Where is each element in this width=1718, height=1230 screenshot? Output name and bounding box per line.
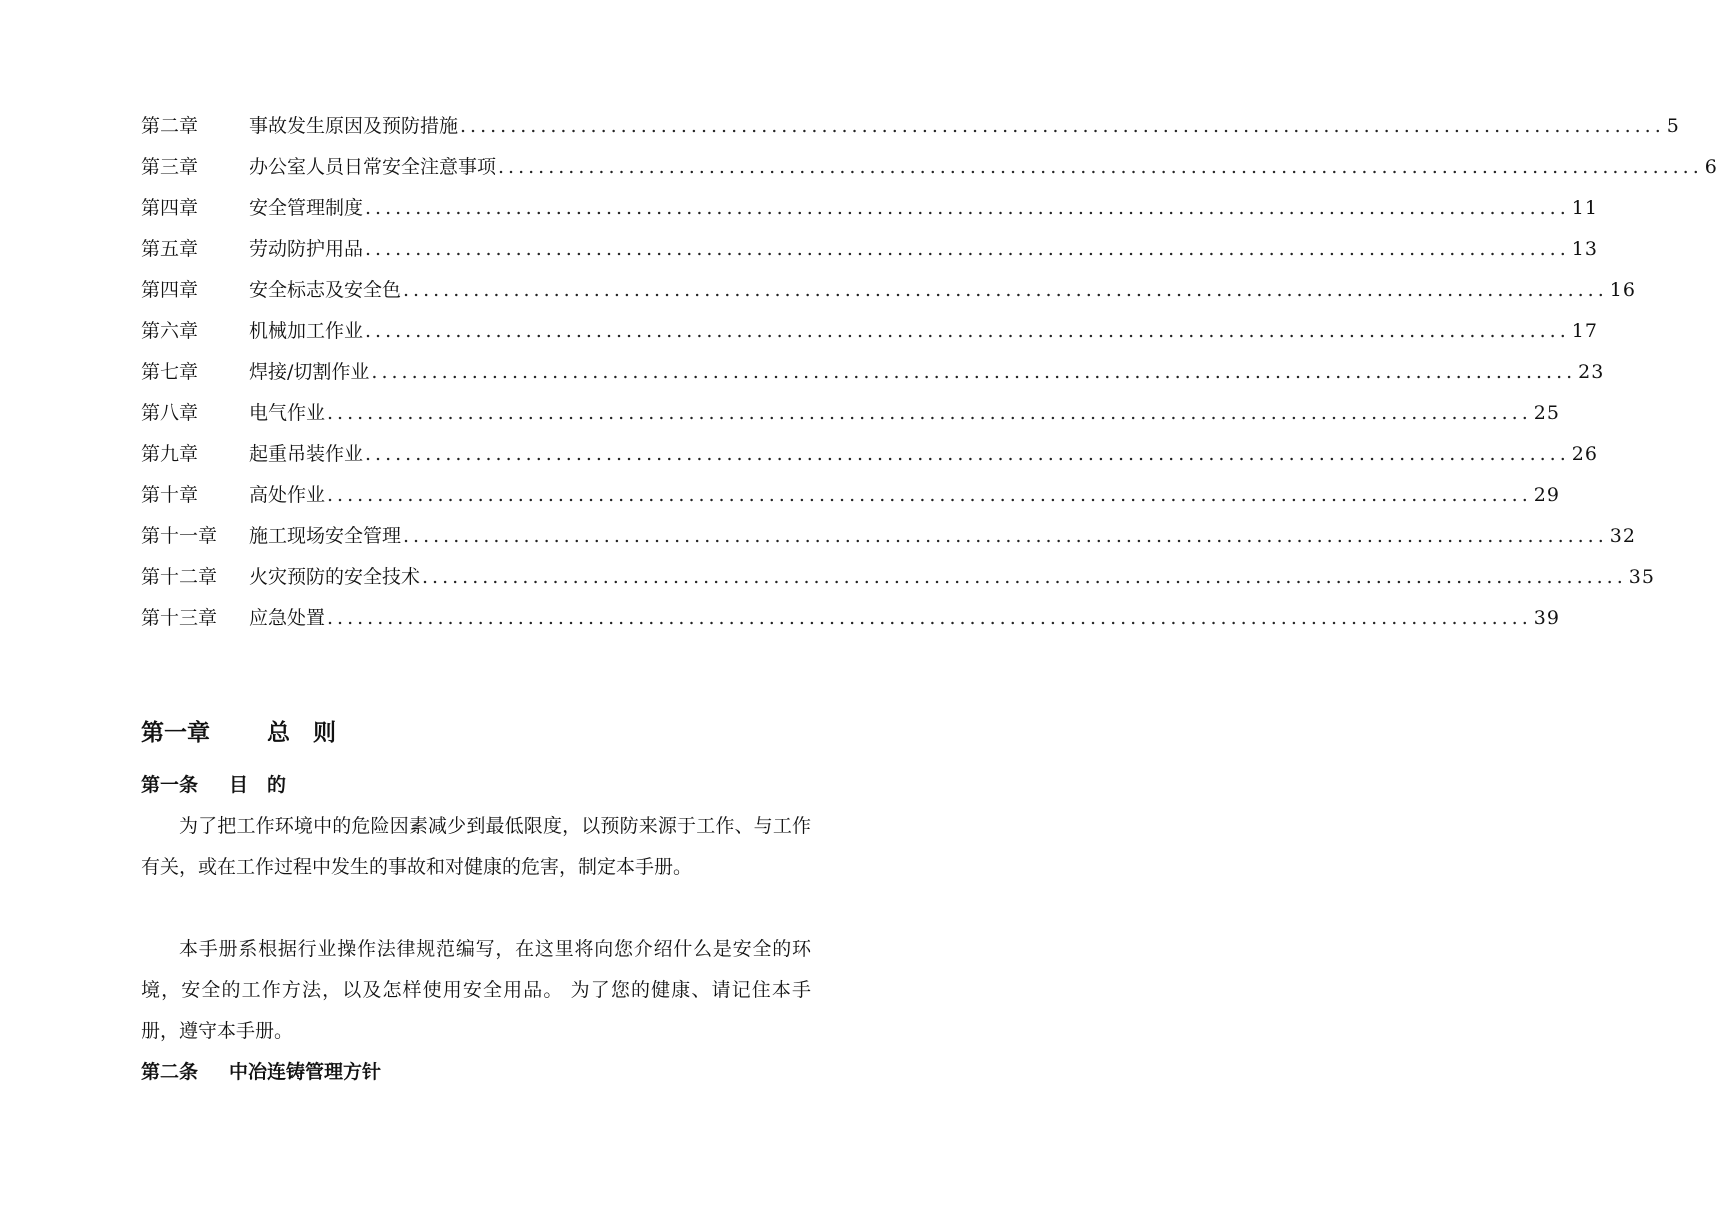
toc-chapter-number: 第十二章 xyxy=(141,566,218,588)
article-heading xyxy=(141,1055,381,1089)
toc-entry[interactable] xyxy=(141,352,1605,393)
toc-page-number: 11 xyxy=(1571,197,1598,219)
toc-page-number: 5 xyxy=(1666,115,1680,137)
toc-chapter-number: 第十三章 xyxy=(141,607,218,629)
toc-entry[interactable] xyxy=(141,106,1680,147)
toc-chapter-title: 电气作业 xyxy=(249,402,326,424)
article-heading xyxy=(141,768,286,802)
toc-entry[interactable] xyxy=(141,516,1636,557)
toc-entry[interactable] xyxy=(141,475,1560,516)
toc-chapter-number: 第九章 xyxy=(141,443,199,465)
toc-chapter-title: 安全管理制度 xyxy=(249,197,364,219)
toc-page-number: 17 xyxy=(1571,320,1598,342)
toc-chapter-number: 第十章 xyxy=(141,484,199,506)
toc-chapter-title: 火灾预防的安全技术 xyxy=(249,566,421,588)
toc-entry[interactable] xyxy=(141,188,1598,229)
toc-chapter-title: 办公室人员日常安全注意事项 xyxy=(249,156,497,178)
toc-entry[interactable] xyxy=(141,147,1718,188)
toc-chapter-title: 起重吊装作业 xyxy=(249,443,364,465)
toc-chapter-title: 高处作业 xyxy=(249,484,326,506)
body-paragraph: 本手册系根据行业操作法律规范编写，在这里将向您介绍什么是安全的环境，安全的工作方法，以及怎样使用安全用品。 为了您的健康、请记住本手册，遵守本手册。 xyxy=(141,938,811,1042)
toc-chapter-number: 第五章 xyxy=(141,238,199,260)
toc-entry[interactable] xyxy=(141,434,1598,475)
toc-page-number: 26 xyxy=(1571,443,1598,465)
toc-chapter-number: 第六章 xyxy=(141,320,199,342)
article-number: 第二条 xyxy=(141,1061,199,1083)
article-title: 中冶连铸管理方针 xyxy=(229,1061,382,1083)
toc-page-number: 13 xyxy=(1571,238,1598,260)
table-of-contents xyxy=(141,106,1718,639)
toc-page-number: 25 xyxy=(1533,402,1560,424)
toc-entry[interactable] xyxy=(141,229,1598,270)
toc-chapter-number: 第四章 xyxy=(141,197,199,219)
toc-leader-dots: ........................................................................................................................ xyxy=(371,361,1577,383)
toc-chapter-title: 施工现场安全管理 xyxy=(249,525,402,547)
toc-entry[interactable] xyxy=(141,270,1636,311)
toc-chapter-number: 第八章 xyxy=(141,402,199,424)
body-paragraph: 为了把工作环境中的危险因素减少到最低限度，以预防来源于工作、与工作有关，或在工作过程中发生的事故和对健康的危害，制定本手册。 xyxy=(141,815,811,878)
toc-chapter-number: 第十一章 xyxy=(141,525,218,547)
toc-entry[interactable] xyxy=(141,598,1560,639)
toc-chapter-title: 事故发生原因及预防措施 xyxy=(249,115,459,137)
toc-chapter-title: 焊接/切割作业 xyxy=(249,361,370,383)
toc-page-number: 39 xyxy=(1533,607,1560,629)
chapter-number: 第一章 xyxy=(141,720,210,746)
toc-chapter-title: 安全标志及安全色 xyxy=(249,279,402,301)
toc-leader-dots: ........................................................................................................................ xyxy=(403,525,1608,547)
article-number: 第一条 xyxy=(141,774,199,796)
toc-chapter-number: 第四章 xyxy=(141,279,199,301)
toc-leader-dots: ........................................................................................................................ xyxy=(365,443,1570,465)
toc-entry[interactable] xyxy=(141,311,1598,352)
toc-leader-dots: ........................................................................................................................ xyxy=(403,279,1608,301)
toc-leader-dots: ........................................................................................................................ xyxy=(365,320,1570,342)
toc-entry[interactable] xyxy=(141,557,1655,598)
toc-leader-dots: ........................................................................................................................ xyxy=(327,484,1532,506)
toc-chapter-number: 第二章 xyxy=(141,115,199,137)
toc-leader-dots: ........................................................................................................................ xyxy=(422,566,1627,588)
toc-page-number: 29 xyxy=(1533,484,1560,506)
toc-leader-dots: ........................................................................................................................ xyxy=(327,607,1532,629)
toc-page-number: 6 xyxy=(1704,156,1718,178)
toc-chapter-title: 劳动防护用品 xyxy=(249,238,364,260)
toc-page-number: 16 xyxy=(1609,279,1636,301)
toc-leader-dots: ........................................................................................................................ xyxy=(365,238,1570,260)
toc-page-number: 23 xyxy=(1578,361,1605,383)
chapter-title: 总 则 xyxy=(267,720,336,746)
toc-leader-dots: ........................................................................................................................ xyxy=(498,156,1703,178)
toc-chapter-number: 第七章 xyxy=(141,361,199,383)
article-title: 目 的 xyxy=(229,774,287,796)
toc-entry[interactable] xyxy=(141,393,1560,434)
toc-chapter-number: 第三章 xyxy=(141,156,199,178)
chapter-heading xyxy=(141,713,336,753)
toc-page-number: 35 xyxy=(1628,566,1655,588)
toc-chapter-title: 应急处置 xyxy=(249,607,326,629)
toc-leader-dots: ........................................................................................................................ xyxy=(365,197,1570,219)
toc-leader-dots: ........................................................................................................................ xyxy=(327,402,1532,424)
toc-page-number: 32 xyxy=(1609,525,1636,547)
toc-chapter-title: 机械加工作业 xyxy=(249,320,364,342)
toc-leader-dots: ........................................................................................................................ xyxy=(460,115,1665,137)
